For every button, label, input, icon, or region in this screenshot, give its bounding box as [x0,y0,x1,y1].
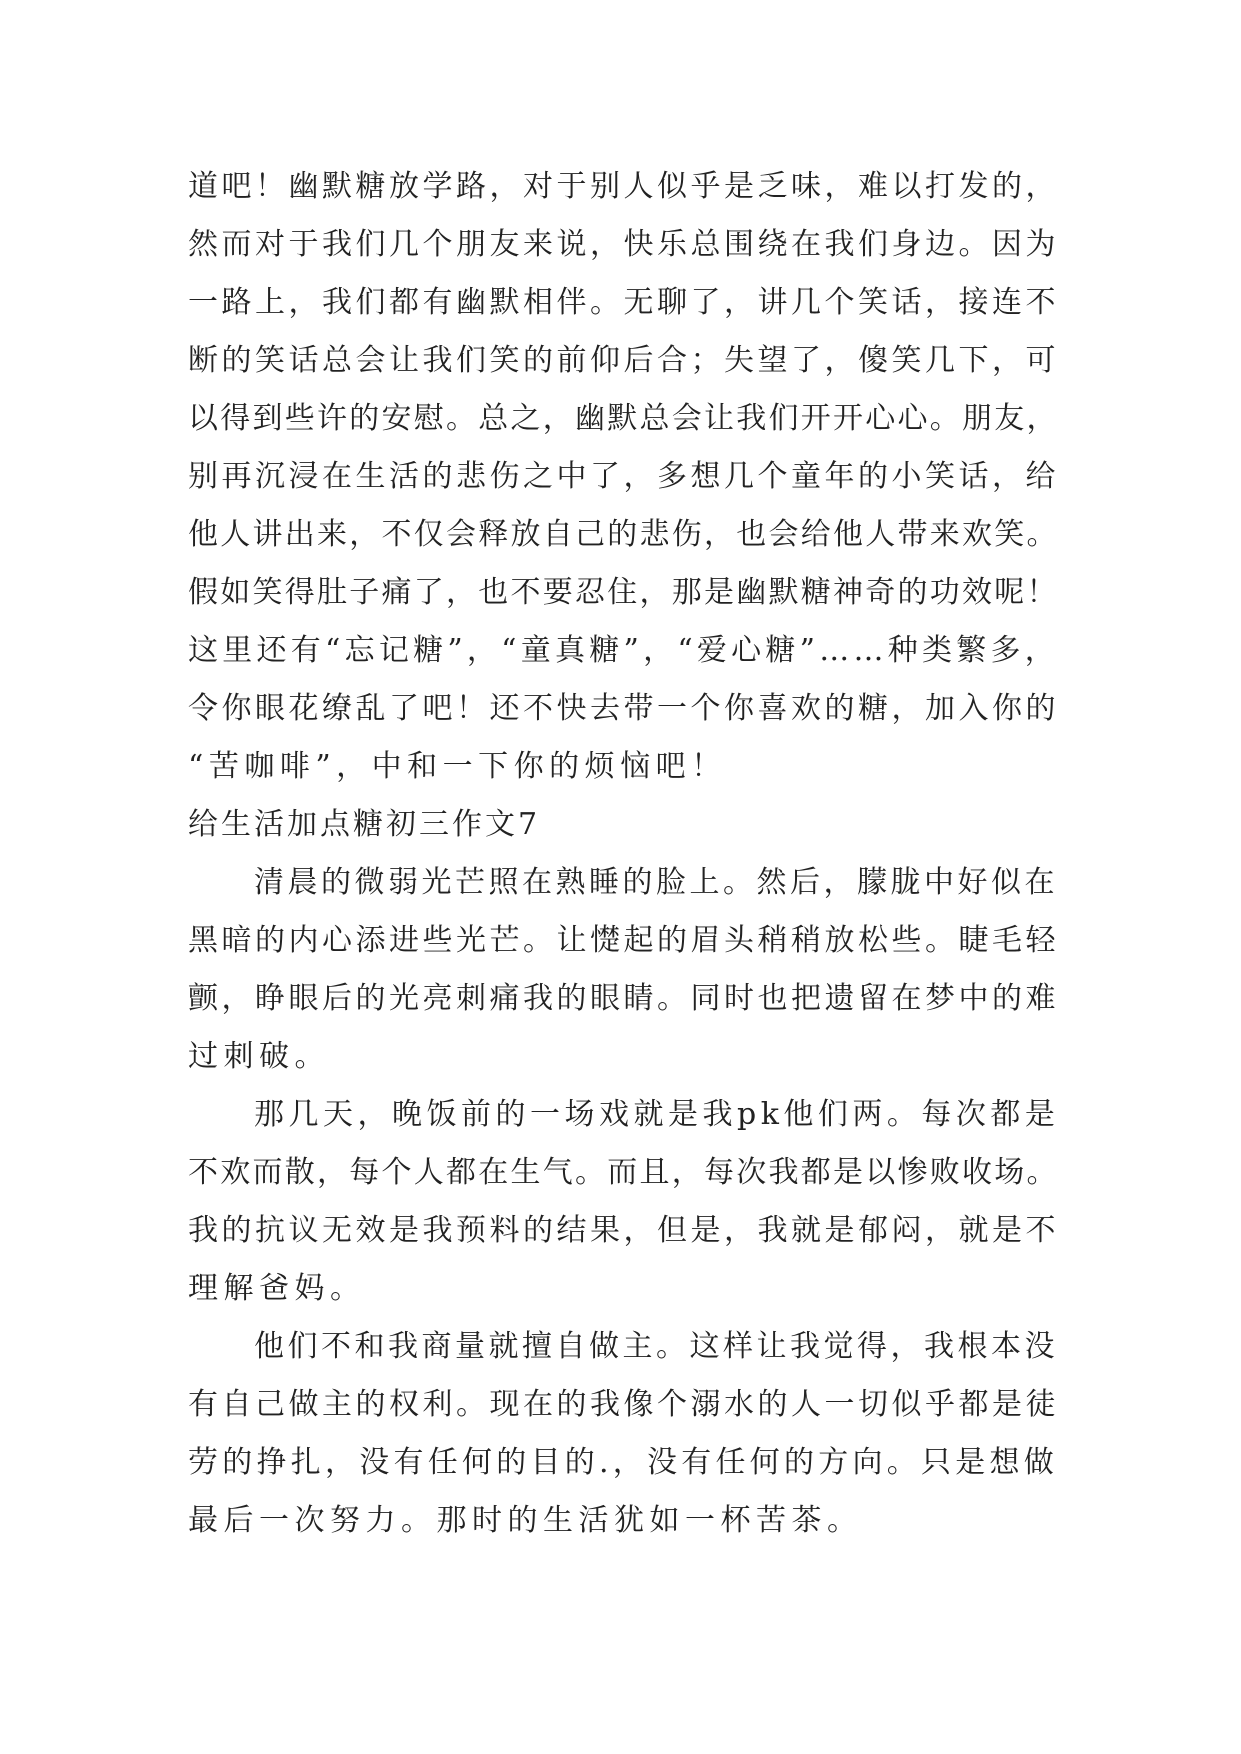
section-title: 给生活加点糖初三作文7 [188,807,541,842]
text-line: 理解爸妈。 [188,1271,366,1306]
text-line: 道吧！幽默糖放学路，对于别人似乎是乏味，难以打发的， [188,169,1059,204]
text-line: 颤，睁眼后的光亮刺痛我的眼睛。同时也把遗留在梦中的难 [188,981,1059,1016]
text-line: 最后一次努力。那时的生活犹如一杯苦茶。 [188,1503,863,1538]
text-line: 假如笑得肚子痛了，也不要忍住，那是幽默糖神奇的功效呢！ [188,575,1059,610]
text-line: 他人讲出来，不仅会释放自己的悲伤，也会给他人带来欢笑。 [188,517,1059,552]
text-line: 以得到些许的安慰。总之，幽默总会让我们开开心心。朋友， [188,401,1059,436]
text-line: 一路上，我们都有幽默相伴。无聊了，讲几个笑话，接连不 [188,285,1059,320]
text-line: 令你眼花缭乱了吧！还不快去带一个你喜欢的糖，加入你的 [188,691,1059,726]
text-line: 过刺破。 [188,1039,330,1074]
text-line: 然而对于我们几个朋友来说，快乐总围绕在我们身边。因为 [188,227,1059,262]
text-line: 有自己做主的权利。现在的我像个溺水的人一切似乎都是徒 [188,1387,1059,1422]
paragraph-first-line: 他们不和我商量就擅自做主。这样让我觉得，我根本没 [254,1329,1058,1364]
text-line: 我的抗议无效是我预料的结果，但是，我就是郁闷，就是不 [188,1213,1059,1248]
text-line: 不欢而散，每个人都在生气。而且，每次我都是以惨败收场。 [188,1155,1059,1190]
text-line: 断的笑话总会让我们笑的前仰后合；失望了，傻笑几下，可 [188,343,1059,378]
paragraph-first-line: 那几天，晚饭前的一场戏就是我pk他们两。每次都是 [254,1097,1060,1132]
text-line: “苦咖啡”，中和一下你的烦恼吧！ [188,749,727,784]
paragraph-first-line: 清晨的微弱光芒照在熟睡的脸上。然后，朦胧中好似在 [254,865,1058,900]
text-line: 别再沉浸在生活的悲伤之中了，多想几个童年的小笑话，给 [188,459,1059,494]
text-line: 这里还有“忘记糖”，“童真糖”，“爱心糖”……种类繁多， [188,633,1060,668]
text-line: 黑暗的内心添进些光芒。让憷起的眉头稍稍放松些。睫毛轻 [188,923,1059,958]
text-line: 劳的挣扎，没有任何的目的.，没有任何的方向。只是想做 [188,1445,1059,1480]
